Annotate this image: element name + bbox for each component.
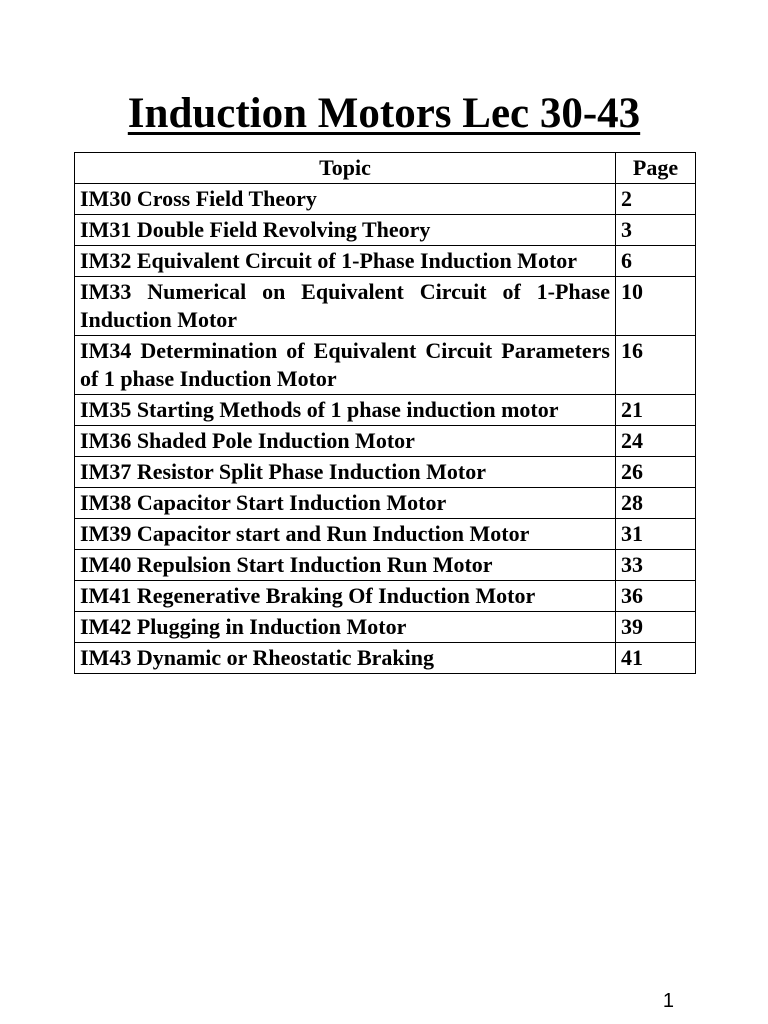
table-row [75, 488, 696, 519]
page-cell: 2 [616, 184, 696, 215]
page-cell: 6 [616, 246, 696, 277]
topic-cell: IM33 Numerical on Equivalent Circuit of 1-Phase Induction Motor [75, 277, 616, 336]
table-row [75, 395, 696, 426]
table-row [75, 184, 696, 215]
table-row [75, 246, 696, 277]
table-row [75, 519, 696, 550]
table-header-row [75, 153, 696, 184]
topic-cell: IM35 Starting Methods of 1 phase induction motor [75, 395, 616, 426]
topic-cell: IM39 Capacitor start and Run Induction Motor [75, 519, 616, 550]
page-number: 1 [662, 990, 674, 1012]
topic-cell: IM37 Resistor Split Phase Induction Motor [75, 457, 616, 488]
page-cell: 36 [616, 581, 696, 612]
page-cell: 16 [616, 336, 696, 395]
page-cell: 31 [616, 519, 696, 550]
topic-cell: IM42 Plugging in Induction Motor [75, 612, 616, 643]
document-title-text: Induction Motors Lec 30-43 [127, 90, 641, 137]
topic-cell: IM32 Equivalent Circuit of 1-Phase Induction Motor [75, 246, 616, 277]
table-row [75, 581, 696, 612]
table-row [75, 426, 696, 457]
page-cell: 21 [616, 395, 696, 426]
table-row [75, 215, 696, 246]
table-row [75, 612, 696, 643]
header-page: Page [616, 153, 696, 184]
topic-cell: IM34 Determination of Equivalent Circuit Parameters of 1 phase Induction Motor [75, 336, 616, 395]
header-topic: Topic [75, 153, 616, 184]
page-cell: 3 [616, 215, 696, 246]
table-row [75, 277, 696, 336]
topic-cell: IM38 Capacitor Start Induction Motor [75, 488, 616, 519]
topic-cell: IM36 Shaded Pole Induction Motor [75, 426, 616, 457]
table-row [75, 550, 696, 581]
contents-table [74, 152, 696, 674]
topic-cell: IM40 Repulsion Start Induction Run Motor [75, 550, 616, 581]
page-cell: 26 [616, 457, 696, 488]
topic-cell: IM41 Regenerative Braking Of Induction Motor [75, 581, 616, 612]
document-title [0, 88, 768, 140]
page-cell: 24 [616, 426, 696, 457]
page-cell: 28 [616, 488, 696, 519]
page-cell: 33 [616, 550, 696, 581]
table-row [75, 336, 696, 395]
table-row [75, 643, 696, 674]
page-cell: 41 [616, 643, 696, 674]
topic-cell: IM30 Cross Field Theory [75, 184, 616, 215]
page-cell: 10 [616, 277, 696, 336]
topic-cell: IM31 Double Field Revolving Theory [75, 215, 616, 246]
page-cell: 39 [616, 612, 696, 643]
table-row [75, 457, 696, 488]
topic-cell: IM43 Dynamic or Rheostatic Braking [75, 643, 616, 674]
